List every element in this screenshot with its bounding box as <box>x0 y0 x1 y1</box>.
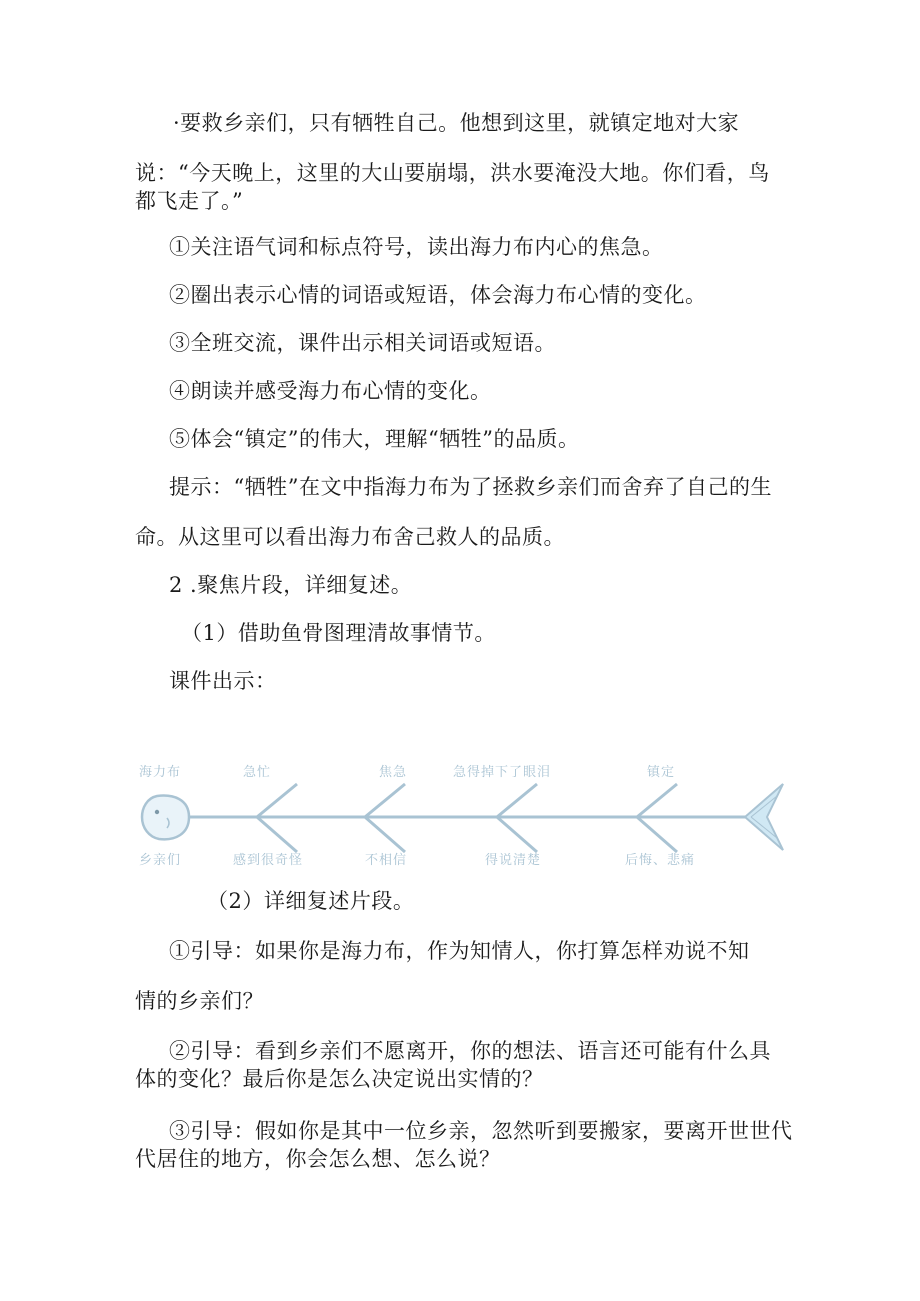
fishbone-label-top: 镇定 <box>647 765 676 780</box>
step-item: ⑤体会“镇定”的伟大，理解“牺牲”的品质。 <box>169 427 580 451</box>
fishbone-label-bottom: 乡亲们 <box>139 853 182 868</box>
fish-tail-icon <box>745 784 783 850</box>
fishbone-diagram <box>137 752 785 870</box>
step-item: ②圈出表示心情的词语或短语，体会海力布心情的变化。 <box>169 283 707 307</box>
fishbone-label-bottom: 得说清楚 <box>485 853 542 868</box>
sub-heading: （1）借助鱼骨图理清故事情节。 <box>181 621 496 645</box>
hint-line: 提示：“牺牲”在文中指海力布为了拯救乡亲们而舍弃了自己的生 <box>169 475 772 499</box>
guide-line: ①引导：如果你是海力布，作为知情人，你打算怎样劝说不知 <box>169 939 750 963</box>
guide-line: ②引导：看到乡亲们不愿离开，你的想法、语言还可能有什么具 <box>169 1039 771 1063</box>
fishbone-label-top: 焦急 <box>379 765 408 780</box>
sub-heading: （2）详细复述片段。 <box>207 889 415 913</box>
fishbone-label-top: 海力布 <box>139 765 182 780</box>
step-item: ④朗读并感受海力布心情的变化。 <box>169 379 492 403</box>
fish-head-icon <box>142 796 189 840</box>
guide-line: 代居住的地方，你会怎么想、怎么说？ <box>135 1147 501 1171</box>
paragraph-line: ·要救乡亲们，只有牺牲自己。他想到这里，就镇定地对大家 <box>173 111 740 135</box>
guide-line: 体的变化？最后你是怎么决定说出实情的？ <box>135 1067 544 1091</box>
fishbone-label-bottom: 后悔、悲痛 <box>625 853 696 868</box>
step-item: ①关注语气词和标点符号，读出海力布内心的焦急。 <box>169 235 664 259</box>
fishbone-label-bottom: 不相信 <box>365 853 408 868</box>
courseware-label: 课件出示： <box>169 669 277 693</box>
hint-line: 命。从这里可以看出海力布舍己救人的品质。 <box>135 525 565 549</box>
fishbone-label-bottom: 感到很奇怪 <box>233 853 304 868</box>
step-item: ③全班交流，课件出示相关词语或短语。 <box>169 331 556 355</box>
guide-line: 情的乡亲们？ <box>135 989 264 1013</box>
section-heading: 2 .聚焦片段，详细复述。 <box>169 573 413 597</box>
fishbone-label-top: 急忙 <box>243 765 272 780</box>
paragraph-line: 说：“今天晚上，这里的大山要崩塌，洪水要淹没大地。你们看，鸟 <box>135 161 770 185</box>
guide-line: ③引导：假如你是其中一位乡亲，忽然听到要搬家，要离开世世代 <box>169 1119 793 1143</box>
fishbone-label-top: 急得掉下了眼泪 <box>453 765 552 780</box>
paragraph-line: 都飞走了。” <box>135 189 244 213</box>
